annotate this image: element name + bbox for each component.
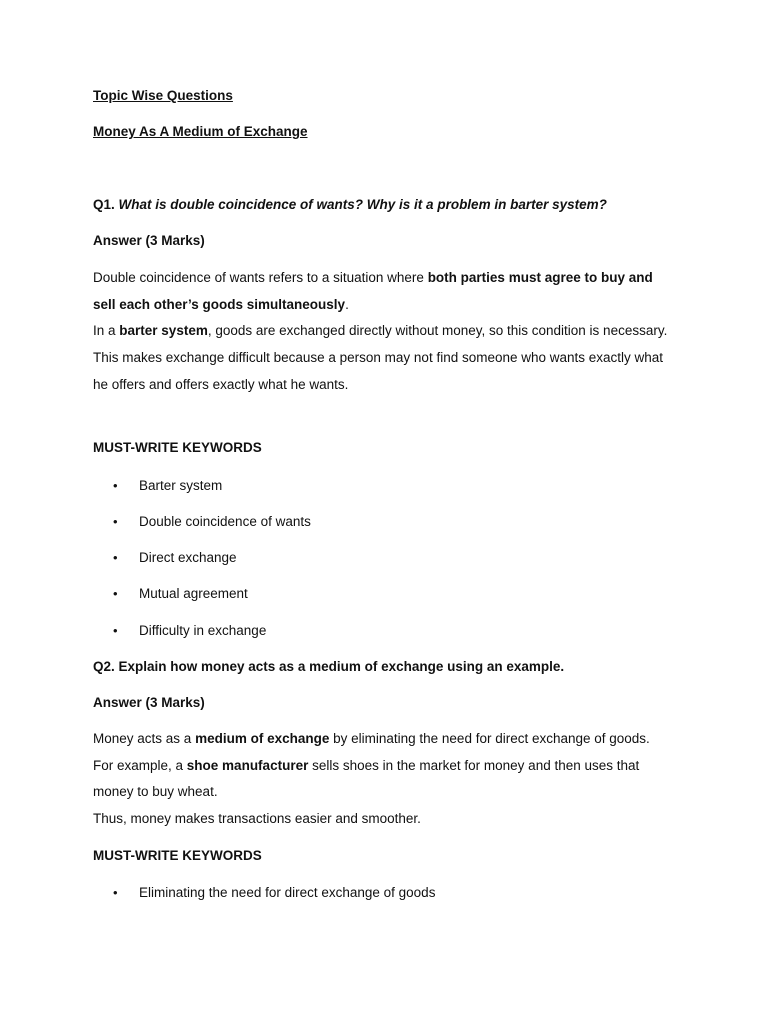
- bullet-icon: •: [113, 550, 118, 565]
- bullet-icon: •: [113, 885, 118, 900]
- q1-p2-end: , goods are exchanged directly without money, so this condition is necessary.: [207, 323, 668, 339]
- q2-paragraph-3: Thus, money makes transactions easier and smoother.: [93, 811, 421, 827]
- q1-number: Q1.: [93, 197, 115, 212]
- q1-answer-label: Answer (3 Marks): [93, 233, 205, 248]
- q2-p1-text: Money acts as a: [93, 731, 196, 746]
- q2-question: Q2. Explain how money acts as a medium of exchange using an example.: [93, 659, 565, 674]
- topic-heading: Topic Wise Questions: [93, 88, 233, 103]
- keyword-text: Direct exchange: [139, 550, 237, 565]
- keyword-text: Mutual agreement: [139, 586, 248, 601]
- q2-p1-end: by eliminating the need for direct exchange of goods.: [329, 731, 650, 746]
- q2-answer-body: [93, 726, 678, 833]
- keyword-text: Double coincidence of wants: [139, 514, 311, 529]
- q2-p2-end: sells shoes in the market for money and then uses that money to buy wheat.: [93, 757, 640, 800]
- q1-question: [93, 197, 678, 212]
- q1-p2-bold: barter system: [119, 323, 208, 339]
- q2-paragraph-2: [93, 753, 678, 806]
- chapter-heading: Money As A Medium of Exchange: [93, 124, 308, 139]
- q1-p1-bold: both parties must agree to buy and sell each other’s goods simultaneously: [93, 270, 653, 312]
- q2-paragraph-1: [93, 726, 678, 753]
- q1-p1-text: Double coincidence of wants refers to a situation where: [93, 270, 428, 285]
- q2-answer-label: Answer (3 Marks): [93, 695, 205, 710]
- bullet-icon: •: [113, 514, 118, 529]
- keyword-text: Barter system: [139, 478, 223, 493]
- keyword-text: Eliminating the need for direct exchange of goods: [139, 885, 436, 900]
- q2-p2-bold: shoe manufacturer: [186, 757, 309, 773]
- q1-p2-text: In a: [93, 323, 120, 339]
- bullet-icon: •: [113, 478, 118, 493]
- keyword-text: Difficulty in exchange: [139, 623, 267, 638]
- q1-answer-body: [93, 265, 678, 399]
- q1-paragraph-2: [93, 318, 678, 345]
- q2-p2-text: For example, a: [93, 757, 187, 773]
- q2-p1-bold: medium of exchange: [195, 731, 330, 746]
- q1-p1-end: .: [345, 296, 349, 312]
- q1-question-text: What is double coincidence of wants? Why is it a problem in barter system?: [118, 197, 607, 212]
- q1-keywords-title: MUST-WRITE KEYWORDS: [93, 440, 262, 455]
- bullet-icon: •: [113, 623, 118, 638]
- q1-paragraph-3: This makes exchange difficult because a person may not find someone who wants exactly what he offers and offers exactly what he wants.: [93, 350, 664, 392]
- bullet-icon: •: [113, 586, 118, 601]
- q2-keywords-title: MUST-WRITE KEYWORDS: [93, 848, 262, 863]
- q1-paragraph-1: [93, 265, 678, 318]
